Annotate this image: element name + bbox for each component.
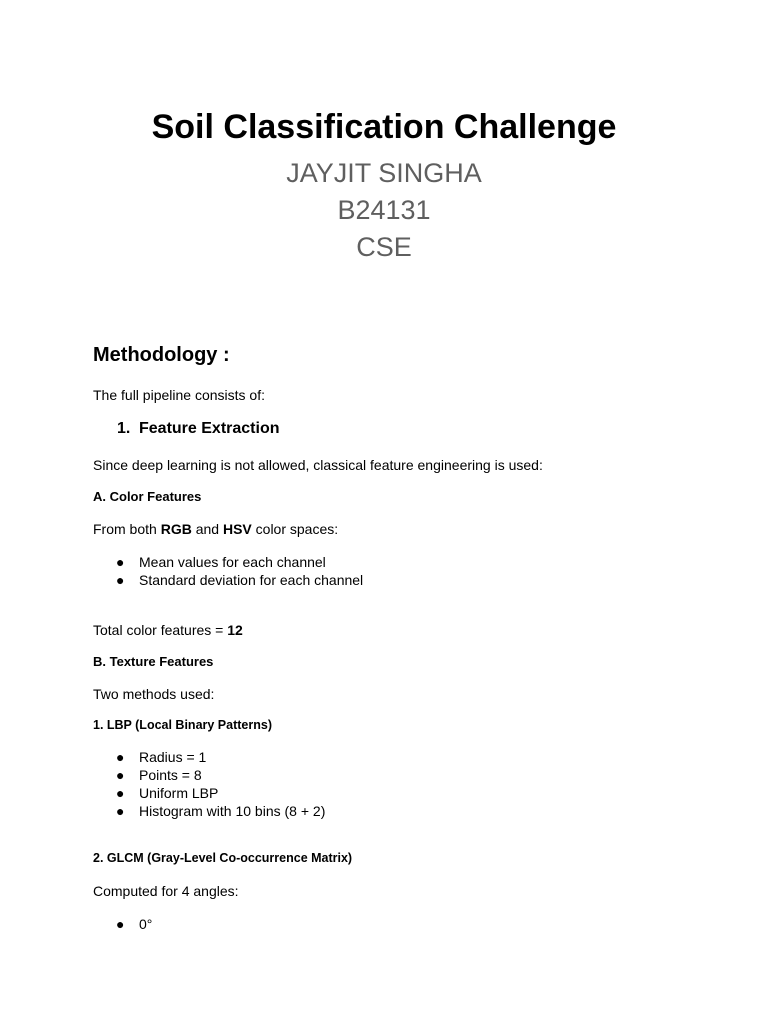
texture-features-heading: B. Texture Features (93, 654, 214, 669)
step-description: Since deep learning is not allowed, classical feature engineering is used: (93, 457, 543, 473)
total-label: Total color features = (93, 622, 228, 638)
list-item: ● 0° (116, 916, 153, 932)
list-item: ● Mean values for each channel (116, 554, 326, 570)
color-spaces-and: and (191, 521, 223, 537)
step-number: 1. (117, 420, 131, 437)
bullet-icon: ● (116, 554, 125, 570)
bullet-icon: ● (116, 749, 125, 765)
texture-methods-intro: Two methods used: (93, 686, 215, 702)
document-title: Soil Classification Challenge (151, 108, 617, 146)
glcm-intro: Computed for 4 angles: (93, 883, 239, 899)
list-item: ● Uniform LBP (116, 785, 219, 801)
bullet-icon: ● (116, 767, 125, 783)
total-value: 12 (227, 622, 243, 638)
bullet-icon: ● (116, 572, 125, 588)
glcm-angle-list (93, 915, 152, 933)
color-feature-list (93, 553, 363, 589)
pipeline-intro: The full pipeline consists of: (93, 387, 265, 403)
list-item: ● Histogram with 10 bins (8 + 2) (116, 803, 326, 819)
total-color-features (93, 621, 243, 639)
step-title: Feature Extraction (139, 420, 280, 437)
department: CSE (356, 232, 412, 262)
color-features-heading: A. Color Features (93, 489, 202, 504)
bullet-icon: ● (116, 803, 125, 819)
bullet-icon: ● (116, 916, 125, 932)
roll-number: B24131 (337, 195, 431, 225)
section-heading-methodology: Methodology : (93, 344, 230, 366)
list-item: ● Standard deviation for each channel (116, 572, 364, 588)
step-heading-feature-extraction (117, 420, 279, 438)
glcm-heading: 2. GLCM (Gray-Level Co-occurrence Matrix) (93, 851, 353, 865)
color-spaces-line (93, 520, 338, 538)
color-spaces-suffix: color spaces: (251, 521, 339, 537)
bullet-icon: ● (116, 785, 125, 801)
lbp-heading: 1. LBP (Local Binary Patterns) (93, 718, 272, 732)
rgb-label: RGB (160, 521, 192, 537)
author-name: JAYJIT SINGHA (286, 158, 482, 188)
color-spaces-prefix: From both (93, 521, 161, 537)
list-item: ● Radius = 1 (116, 749, 207, 765)
lbp-parameter-list (93, 748, 325, 820)
hsv-label: HSV (222, 521, 252, 537)
list-item: ● Points = 8 (116, 767, 202, 783)
